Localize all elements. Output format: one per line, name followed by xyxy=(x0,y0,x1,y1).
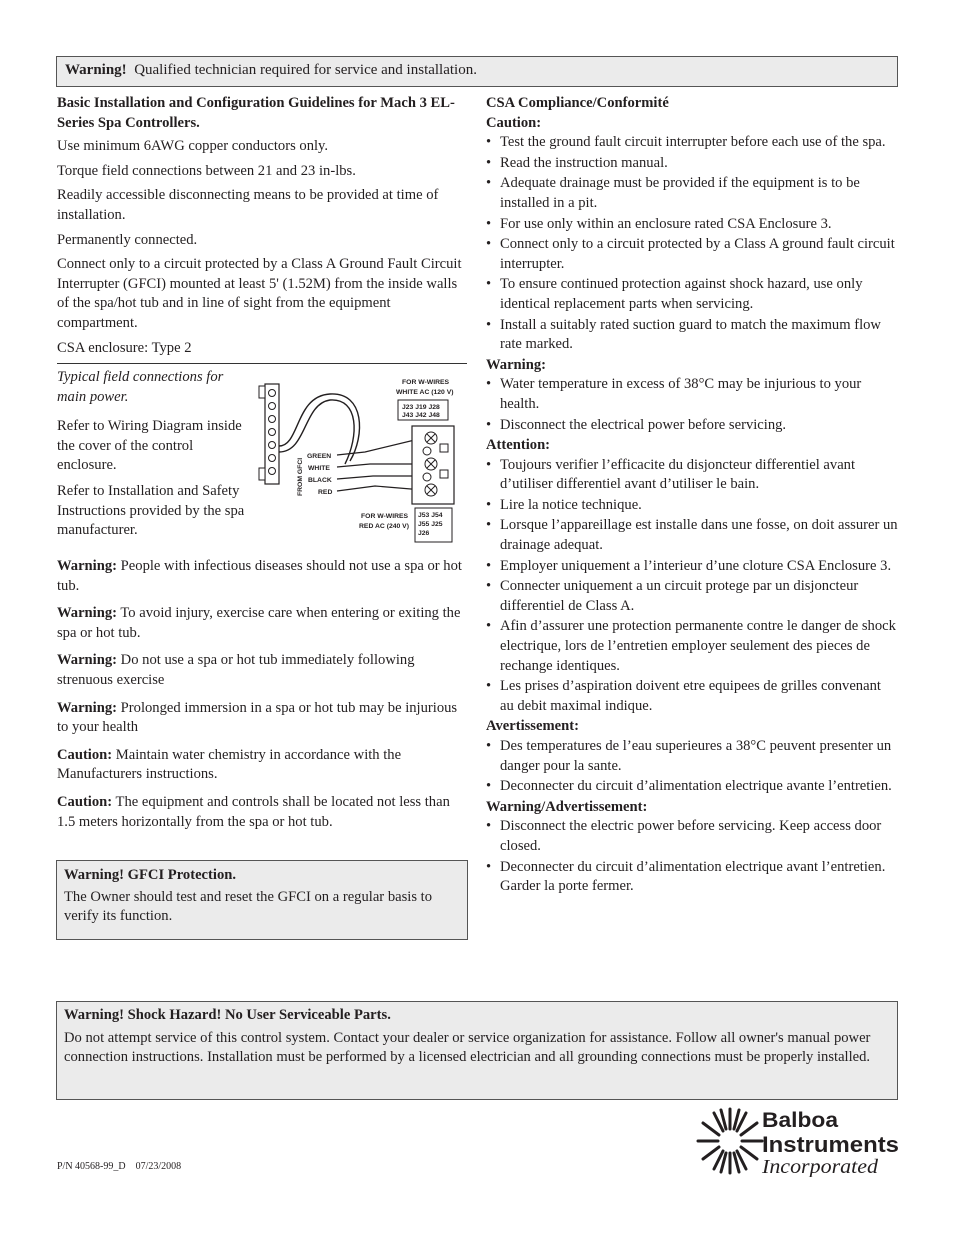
list-item: • For use only within an enclosure rated CSA Enclosure 3. xyxy=(486,215,898,235)
top-warning-text: Qualified technician required for service and installation. xyxy=(134,62,477,78)
top-warning-box xyxy=(56,56,898,87)
list-item: • Employer uniquement a l’interieur d’une cloture CSA Enclosure 3. xyxy=(486,557,898,577)
list-item: • Disconnect the electric power before servicing. Keep access door closed. xyxy=(486,817,898,856)
installation-guidelines xyxy=(57,94,467,363)
top-jumpers: J23 J19 J28 xyxy=(402,404,440,411)
guideline-item: Readily accessible disconnecting means to be provided at time of installation. xyxy=(57,187,439,223)
wire-label: BLACK xyxy=(308,477,332,484)
diagram-notes xyxy=(57,368,247,546)
logo-line2: Instruments xyxy=(762,1132,899,1157)
list-item: • Connect only to a circuit protected by a Class A ground fault circuit interrupter. xyxy=(486,235,898,274)
sunburst-icon xyxy=(698,1109,762,1173)
section-heading: Warning/Advertissement: xyxy=(486,798,648,815)
logo-line3: Incorporated xyxy=(760,1156,880,1177)
top-wire-voltage: WHITE AC (120 V) xyxy=(396,389,454,396)
list-item: • Toujours verifier l’efficacite du disjoncteur differentiel avant d’utiliser differentiel avant d’utiliser le bain. xyxy=(486,456,898,495)
shock-text: Do not attempt service of this control system. Contact your dealer or service organization for assistance. Follow all owner's manual power connection instructions. Installation must be performed by a licensed electrician and all grounding connections must be properly installed. xyxy=(64,1029,871,1066)
list-item: • Test the ground fault circuit interrupter before each use of the spa. xyxy=(486,133,898,153)
csa-title: CSA Compliance/Conformité xyxy=(486,95,669,111)
wire-label: WHITE xyxy=(308,465,330,472)
bottom-jumpers: J55 J25 xyxy=(418,521,443,528)
bottom-wire-voltage: RED AC (240 V) xyxy=(359,523,409,530)
gfci-warning-box xyxy=(56,860,468,940)
list-item: • Les prises d’aspiration doivent etre equipees de grilles convenant au debit maximal indique. xyxy=(486,677,898,716)
wiring-diagram xyxy=(255,376,460,546)
bottom-jumpers: J26 xyxy=(418,530,430,537)
section-heading: Attention: xyxy=(486,437,551,454)
caution-list xyxy=(486,133,898,355)
bottom-jumpers: J53 J54 xyxy=(418,512,443,519)
gfci-text: The Owner should test and reset the GFCI on a regular basis to verify its function. xyxy=(64,888,433,925)
warning-item: Warning: Prolonged immersion in a spa or hot tub may be injurious to your health xyxy=(57,699,458,736)
safety-warnings xyxy=(57,557,467,840)
wire-label: RED xyxy=(318,489,333,496)
list-item: • Deconnecter du circuit d’alimentation electrique avant l’entretien. Garder la porte fermer. xyxy=(486,858,898,897)
top-warning-label: Warning! xyxy=(65,62,127,78)
guideline-item: Torque field connections between 21 and 23 in-lbs. xyxy=(57,162,356,179)
top-wire-label: FOR W-WIRES xyxy=(402,379,450,386)
top-jumpers: J43 J42 J48 xyxy=(402,412,440,419)
diagram-note: Refer to Installation and Safety Instructions provided by the spa manufacturer. xyxy=(57,482,245,539)
section-heading: Warning: xyxy=(486,356,547,373)
section-heading: Avertissement: xyxy=(486,718,579,735)
list-item: • Afin d’assurer une protection permanente contre le danger de shock electrique, lors de l’entretien employer seulement des pieces de rechange identiques. xyxy=(486,617,898,676)
warning-item: Warning: Do not use a spa or hot tub immediately following strenuous exercise xyxy=(57,652,415,688)
warning-item: Warning: People with infectious diseases should not use a spa or hot tub. xyxy=(57,558,462,594)
diagram-caption: Typical field connections for main power. xyxy=(57,369,224,405)
list-item: • Lorsque l’appareillage est installe dans une fosse, on doit assurer un drainage adequat. xyxy=(486,516,898,555)
guideline-item: CSA enclosure: Type 2 xyxy=(57,339,192,356)
bottom-wire-label: FOR W-WIRES xyxy=(361,513,409,520)
list-item: • Install a suitably rated suction guard to match the maximum flow rate marked. xyxy=(486,316,898,355)
part-number: P/N 40568-99_D 07/23/2008 xyxy=(57,1161,182,1172)
guidelines-title: Basic Installation and Configuration Guidelines for Mach 3 EL-Series Spa Controllers. xyxy=(57,95,455,131)
gfci-title: Warning! GFCI Protection. xyxy=(64,867,237,883)
shock-hazard-box xyxy=(56,1001,898,1100)
diagram-note: Refer to Wiring Diagram inside the cover of the control enclosure. xyxy=(57,418,242,474)
caution-item: Caution: Maintain water chemistry in accordance with the Manufacturers instructions. xyxy=(57,746,402,783)
avertissement-list xyxy=(486,737,898,797)
warning-item: Warning: To avoid injury, exercise care when entering or exiting the spa or hot tub. xyxy=(57,605,461,641)
attention-list xyxy=(486,456,898,717)
logo-line1: Balboa xyxy=(762,1109,839,1132)
list-item: • Connecter uniquement a un circuit protege par un disjoncteur differentiel de Class A. xyxy=(486,577,898,616)
guideline-item: Use minimum 6AWG copper conductors only. xyxy=(57,138,329,155)
list-item: • Des temperatures de l’eau superieures a 38°C peuvent presenter un danger pour la sante. xyxy=(486,737,898,776)
section-divider xyxy=(57,363,467,364)
list-item: • Deconnecter du circuit d’alimentation electrique avante l’entretien. xyxy=(486,777,898,797)
list-item: • Read the instruction manual. xyxy=(486,154,898,174)
from-gfci-label: FROM GFCI xyxy=(297,457,304,496)
warning-advertissement-list xyxy=(486,817,898,896)
guideline-item: Permanently connected. xyxy=(57,231,198,248)
list-item: • Adequate drainage must be provided if the equipment is to be installed in a pit. xyxy=(486,174,898,213)
wire-label: GREEN xyxy=(307,453,332,460)
list-item: • To ensure continued protection against shock hazard, use only identical replacement parts when servicing. xyxy=(486,275,898,314)
balboa-logo xyxy=(696,1105,901,1177)
section-heading: Caution: xyxy=(486,114,542,131)
list-item: • Disconnect the electrical power before servicing. xyxy=(486,416,898,436)
list-item: • Water temperature in excess of 38°C may be injurious to your health. xyxy=(486,375,898,414)
caution-item: Caution: The equipment and controls shall be located not less than 1.5 meters horizontally from the spa or hot tub. xyxy=(57,793,450,830)
csa-compliance xyxy=(486,94,898,898)
shock-title: Warning! Shock Hazard! No User Serviceable Parts. xyxy=(64,1007,391,1023)
list-item: • Lire la notice technique. xyxy=(486,496,898,516)
warning-list xyxy=(486,375,898,435)
guideline-item: Connect only to a circuit protected by a Class A Ground Fault Circuit Interrupter (GFCI) mounted at least 5' (1.52M) from the inside walls of the spa/hot tub and in line of sight from the equipment compartment. xyxy=(57,256,462,331)
